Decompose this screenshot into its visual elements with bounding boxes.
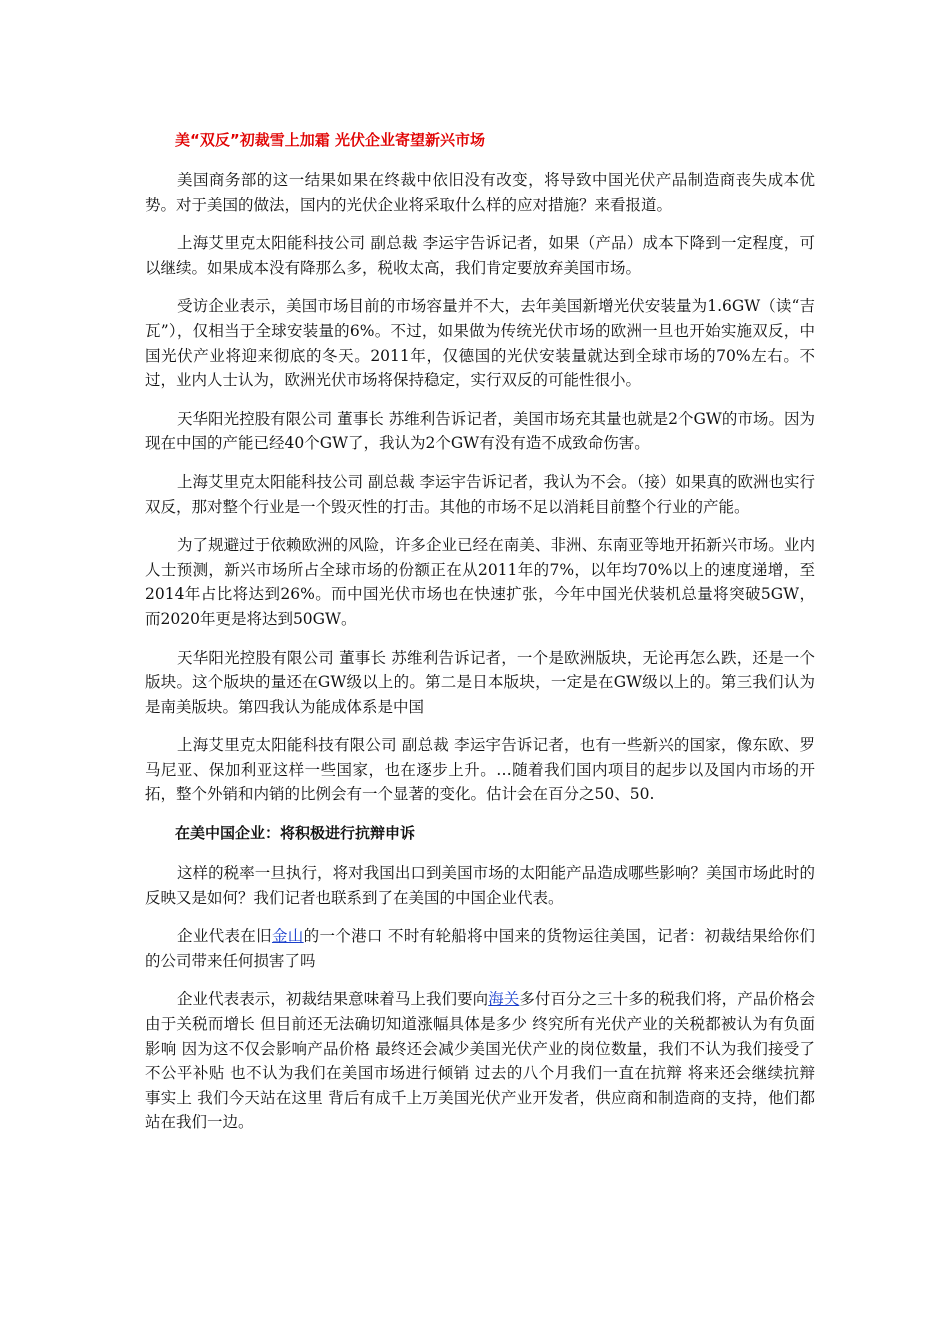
paragraph: 上海艾里克太阳能科技公司 副总裁 李运宇告诉记者，如果（产品）成本下降到一定程度，可以继续。如果成本没有降那么多，税收太高，我们肯定要放弃美国市场。 bbox=[145, 234, 815, 277]
article-title: 美“双反”初裁雪上加霜 光伏企业寄望新兴市场 bbox=[175, 131, 485, 149]
paragraph: 天华阳光控股有限公司 董事长 苏维利告诉记者，美国市场充其量也就是2个GW的市场。因为现在中国的产能已经40个GW了，我认为2个GW有没有造不成致命伤害。 bbox=[145, 409, 815, 453]
paragraph: 上海艾里克太阳能科技公司 副总裁 李运宇告诉记者，我认为不会。（接）如果真的欧洲也实行双反，那对整个行业是一个毁灭性的打击。其他的市场不足以消耗目前整个行业的产能。 bbox=[145, 472, 815, 516]
paragraph-text: 企业代表在旧 bbox=[177, 927, 272, 946]
paragraph: 天华阳光控股有限公司 董事长 苏维利告诉记者，一个是欧洲版块，无论再怎么跌，还是一个版块。这个版块的量还在GW级以上的。第二是日本版块，一定是在GW级以上的。第三我们认为是南美版块。第四我认为能成体系是中国 bbox=[145, 648, 815, 716]
paragraph-text: 的一个港口 不时有轮船将中国来的货物运往美国，记者：初裁结果给你们的公司带来任何损害了吗 bbox=[145, 927, 815, 970]
paragraph: 为了规避过于依赖欧洲的风险，许多企业已经在南美、非洲、东南亚等地开拓新兴市场。业内人士预测，新兴市场所占全球市场的份额正在从2011年的7%，以年均70%以上的速度递增，至2014年占比将达到26%。而中国光伏市场也在快速扩张，今年中国光伏装机总量将突破5GW，而2020年更是将达到50GW。 bbox=[145, 536, 815, 628]
paragraph-text: 企业代表表示，初裁结果意味着马上我们要向 bbox=[177, 990, 489, 1009]
paragraph: 上海艾里克太阳能科技有限公司 副总裁 李运宇告诉记者，也有一些新兴的国家，像东欧、罗马尼亚、保加利亚这样一些国家，也在逐步上升。…随着我们国内项目的起步以及国内市场的开拓，整个外销和内销的比例会有一个显著的变化。估计会在百分之50、50. bbox=[145, 736, 815, 804]
paragraph bbox=[145, 924, 815, 973]
paragraph bbox=[145, 987, 815, 1135]
paragraph: 这样的税率一旦执行，将对我国出口到美国市场的太阳能产品造成哪些影响？美国市场此时的反映又是如何？我们记者也联系到了在美国的中国企业代表。 bbox=[145, 864, 815, 907]
paragraph: 受访企业表示，美国市场目前的市场容量并不大，去年美国新增光伏安装量为1.6GW（读“吉瓦”），仅相当于全球安装量的6%。不过，如果做为传统光伏市场的欧洲一旦也开始实施双反，中国光伏产业将迎来彻底的冬天。2011年，仅德国的光伏安装量就达到全球市场的70%左右。不过，业内人士认为，欧洲光伏市场将保持稳定，实行双反的可能性很小。 bbox=[145, 297, 815, 390]
link-customs[interactable]: 海关 bbox=[488, 990, 520, 1009]
paragraph: 美国商务部的这一结果如果在终裁中依旧没有改变，将导致中国光伏产品制造商丧失成本优势。对于美国的做法，国内的光伏企业将采取什么样的应对措施？来看报道。 bbox=[145, 171, 815, 214]
paragraph-text: 多付百分之三十多的税我们将，产品价格会由于关税而增长 但目前还无法确切知道涨幅具体是多少 终究所有光伏产业的关税都被认为有负面影响 因为这不仅会影响产品价格 最终还会减少美国光伏产业的岗位数量，我们不认为我们接受了不公平补贴 也不认为我们在美国市场进行倾销 过去的八个月我们一直在抗辩 将来还会继续抗辩 事实上 我们今天站在这里 背后有成千上万美国光伏产业开发者，供应商和制造商的支持，他们都站在我们一边。 bbox=[145, 990, 815, 1132]
document-page bbox=[145, 122, 815, 1149]
link-jinshan[interactable]: 金山 bbox=[271, 927, 304, 946]
section-heading: 在美中国企业：将积极进行抗辩申诉 bbox=[175, 824, 416, 843]
